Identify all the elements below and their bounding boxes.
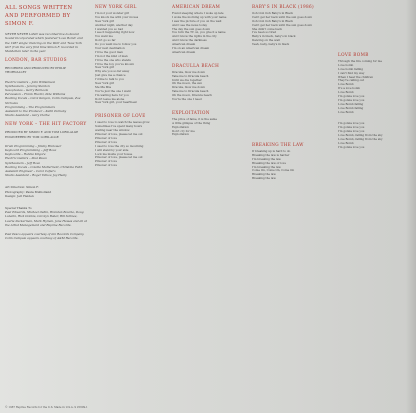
lyric-line: Can't get her back until the sun goes down xyxy=(252,22,313,27)
song-title: EXPLOITATION xyxy=(172,109,210,115)
thanks-title: Special Thanks To xyxy=(5,206,32,211)
lyric-line: Dracula, blow me down xyxy=(172,85,205,90)
song-block xyxy=(172,63,252,102)
song-block xyxy=(338,52,410,114)
song-title: BREAKING THE LAW xyxy=(252,142,304,148)
credits-intro: NEVER NEVER LAND was recorded live-to-Sound Sound Incorporated which featured 'Love Bomb' and the 1987 single 'Dancing on the Wall' and 'New York Girl' from the very first time Simon F. recorded in Manhattan later in the year. xyxy=(5,32,83,53)
lyric-line: Don't go so far xyxy=(95,38,116,43)
lyric-line: Sometimes I've spent many hours xyxy=(95,124,143,129)
lyric-line: It's a love bomb xyxy=(338,86,361,91)
lyric-line: New York girl xyxy=(95,81,115,86)
personnel-line: Drum Programming – Jimmy Bralower xyxy=(5,143,62,148)
lyric-line: Don't cry for me xyxy=(172,128,195,133)
lyric-line: Just give me a chance xyxy=(95,73,126,78)
lyric-line: Lock me inside your house xyxy=(95,151,133,156)
lyric-line: Love Bomb, falling from the sky xyxy=(338,133,383,138)
song-block xyxy=(338,122,410,149)
personnel-line: Assistant to the Producer – Keith Parnaby xyxy=(5,109,67,114)
lyrics-column-3 xyxy=(172,4,252,404)
song-block xyxy=(95,113,171,168)
thanks-text: Paul Edwards, Michael Oshin, Brendan Bourke, Doug Lubahn, Rick Dobbis, Carolyn Baker, Bill Schnee, Laurie Zuckerman, Mark Hyman, Jane Hawes and all at the Artist Management and Reprise Records. xyxy=(5,210,87,227)
lyric-line: I'm breaking the law xyxy=(252,156,281,161)
lyric-line: Don't leave me alone xyxy=(95,96,125,101)
london-line: RECORDED AND PRODUCED BY PHILIP THORNALLEY xyxy=(5,66,66,75)
lyrics-column-2 xyxy=(95,4,171,404)
credits-header: ALL SONGS WRITTEN AND PERFORMED BY SIMON F. xyxy=(5,5,73,28)
lyric-line: I will stand by your side xyxy=(95,147,129,152)
lyric-line: Prisoner of love, please let me out xyxy=(95,155,143,160)
lyric-line: Can't get her back until the sun goes down xyxy=(252,14,313,19)
lyric-line: Your next destination xyxy=(95,46,125,51)
song-block xyxy=(172,4,252,55)
lyric-line: Another night, another day xyxy=(95,22,133,27)
lyric-line: If breaking up is hard to do xyxy=(252,149,291,154)
lyric-line: Love bomb xyxy=(338,62,354,67)
song-lyrics xyxy=(172,71,252,102)
lyric-line: I used to love the city so mourning xyxy=(95,143,144,148)
personnel-line: Backing Vocals – Colette McDermott, Christine Faith xyxy=(5,164,83,169)
london-heading: LONDON, BAR STUDIOS xyxy=(5,58,67,64)
lyric-line: Breaking the law xyxy=(252,176,276,181)
lyric-line: Breaking the law xyxy=(252,172,276,177)
lyric-line: Love Bomb falling xyxy=(338,101,364,106)
song-title: PRISONER OF LOVE xyxy=(95,113,146,119)
lyric-line: Dracula, blow me down xyxy=(172,69,205,74)
lyric-line: Take me to Dracula beach xyxy=(172,73,209,78)
lyric-line: You want me xyxy=(95,34,113,39)
lyric-line: Prisoner of love xyxy=(95,139,117,144)
lyric-line: I'm gonna love you xyxy=(338,121,365,126)
lyric-line: Through the fire coming for me xyxy=(338,59,382,63)
lyric-line: Yeah, baby, baby's in black xyxy=(252,42,290,47)
lyric-line: The day the sun goes down xyxy=(172,26,211,31)
lyric-line: Ooh Ooh Ooh Baby's in Black xyxy=(252,18,293,23)
lyric-line: Prisoner of love xyxy=(95,135,117,140)
song-lyrics xyxy=(172,118,252,137)
song-title: AMERICAN DREAM xyxy=(172,4,221,9)
lyric-line: Me Ma Mia xyxy=(95,84,111,89)
lyric-line: Found sleeping where I woke up late xyxy=(172,11,224,15)
lyric-line: Prisoner of love, please let me out xyxy=(95,132,143,137)
song-lyrics xyxy=(338,122,410,149)
song-lyrics xyxy=(252,12,332,47)
lyric-line: I used to love to watch the leaves grow xyxy=(95,120,150,125)
lyric-line: When I hear the children xyxy=(338,74,373,79)
lyric-line: I'm gonna love you xyxy=(338,125,365,130)
lyric-line: Love Bomb xyxy=(338,90,354,95)
personnel-line: Synthesizers – Jeremy Stanton xyxy=(5,83,50,88)
lyric-line: I can't find my way xyxy=(338,70,365,75)
publishing-note: Paul Pesco appears courtesy of Ian Records Company. Colin Campsie appears courtesy of A&M Records. xyxy=(5,232,85,241)
lyric-line: And I know the darkness xyxy=(172,38,207,43)
song-lyrics xyxy=(338,60,410,114)
song-title: NEW YORK GIRL xyxy=(95,4,137,9)
copyright-line: © 1987 Reprise Records for the U.S. Made in U.S.A. 9 25609-1 xyxy=(5,406,88,409)
lyric-line: Baby's in black, baby's in black xyxy=(252,34,296,39)
london-personnel xyxy=(5,80,87,118)
personnel-line: Percussion – Frank Ricotti, Pete Williams xyxy=(5,92,66,97)
lyric-line: And I know the lights in the city xyxy=(172,34,217,39)
lyric-line: Exploitation xyxy=(172,124,189,129)
lyric-line: Love Bomb falling xyxy=(338,105,364,110)
song-lyrics xyxy=(252,150,332,181)
personnel-line: Synthesizers – Jeff Bova xyxy=(5,160,41,165)
lyric-line: A little glimpse of the thing xyxy=(172,120,211,125)
lyric-line: Oh the moon, Dracula beach xyxy=(172,93,212,98)
ny-line: PRODUCED BY SIMON F. AND TOM LORD-ALGE xyxy=(5,130,79,135)
personnel-line: Keyboard Programming – Jeff Bova xyxy=(5,148,57,153)
lyric-line: Come On, Come On, Come On xyxy=(252,168,295,173)
personnel-line: Electric Guitars – John Williamson xyxy=(5,79,56,84)
lyric-line: I wanted you so bad xyxy=(95,26,124,31)
personnel-line: Assistant Engineer – Carol Cafiero xyxy=(5,169,56,174)
lyric-line: I'd like to talk to you xyxy=(95,77,124,82)
lyric-line: You're just the one I want xyxy=(95,88,131,93)
lyric-line: I saw the picture of you on the wall xyxy=(172,18,222,23)
art-credits xyxy=(5,185,87,198)
lyric-line: She didn't come back xyxy=(252,26,282,31)
song-title: BABY'S IN BLACK (1986) xyxy=(252,4,315,9)
lyric-line: I'm gonna love you xyxy=(338,94,365,99)
lyric-line: I'm gonna love you xyxy=(338,97,365,102)
song-block xyxy=(252,4,332,47)
lyric-line: Love bomb falling xyxy=(338,66,364,71)
lyric-line: American dream xyxy=(172,42,196,47)
lyric-line: I see it happening right now xyxy=(95,30,135,35)
art-line: Photography: Paula Mulholland xyxy=(5,189,52,194)
lyric-line: Until we die together xyxy=(172,77,202,82)
song-title: LOVE BOMB xyxy=(338,52,369,57)
lyric-line: I'm gonna love you xyxy=(338,144,365,149)
lyric-line: Love Bomb xyxy=(338,140,354,145)
lyric-line: Exploitation xyxy=(172,132,189,137)
lyric-line: I'm on an American dream xyxy=(172,46,210,51)
lyric-line: Dancing on the wall xyxy=(252,38,280,43)
lyric-line: Oh the moon, the sun xyxy=(172,81,203,86)
lyric-line: waiting near the window xyxy=(95,128,130,133)
personnel-line: Saxophones – Gerry Barnacle xyxy=(5,88,49,93)
personnel-line: Studio Assistant – Roger Talkov, Jay Healy xyxy=(5,173,67,178)
song-block xyxy=(252,142,332,181)
lyric-line: New York girl, your heartbeat xyxy=(95,100,137,105)
special-thanks xyxy=(5,206,87,227)
ny-line-2: ENGINEERED BY TOM LORD-ALGE xyxy=(5,134,59,139)
lyric-line: New York girl xyxy=(95,65,115,70)
credits-column xyxy=(5,4,87,241)
lyric-line: Take me to Dracula beach xyxy=(172,89,209,94)
lyric-line: I'm breaking the law xyxy=(252,164,281,169)
lyric-line: And I see the news today xyxy=(172,22,208,27)
lyric-line: Why are you so far away xyxy=(95,69,130,74)
art-line: Art Direction: Simon F. xyxy=(5,185,39,190)
art-line: Design: Jeri Heiden xyxy=(5,193,34,198)
lyric-line: Prisoner of love xyxy=(95,159,117,164)
lyric-line: Breaking the law of love xyxy=(252,160,286,165)
lyric-line: You're the one I need xyxy=(172,97,202,102)
lyric-line: I woke the morning up with your name xyxy=(172,14,227,19)
lyric-line: Love Bomb xyxy=(338,82,354,87)
lyric-line: The price of fame, it is the same xyxy=(172,116,217,121)
lyric-line: I'm waiting here for you xyxy=(95,92,129,97)
song-title: DRACULLA BEACH xyxy=(172,62,220,68)
lyric-line: I'll be the good man xyxy=(95,49,123,54)
lyric-line: Love Bomb, falling from the sky xyxy=(338,137,383,142)
song-block xyxy=(172,110,252,137)
lyric-line: Ooh Ooh Ooh Baby's in Black xyxy=(252,11,293,15)
lyric-line: American dream xyxy=(172,49,196,54)
lyric-line: New York girl xyxy=(95,18,115,23)
lyric-line: I'm not your wonder girl xyxy=(95,11,130,15)
lyric-line: Breaking the law is harder xyxy=(252,152,290,157)
lyric-line: Love Bomb xyxy=(338,109,354,114)
song-lyrics xyxy=(172,12,252,55)
ny-heading: NEW YORK – THE HIT FACTORY xyxy=(5,122,87,128)
lyric-line: Do you want me to follow you xyxy=(95,42,137,47)
lyrics-column-5 xyxy=(338,4,410,404)
ny-personnel xyxy=(5,144,87,178)
personnel-line: Backing Vocals – Carol Kenyon, Colin Campsie, Zoe Nicholas xyxy=(5,96,81,105)
lyric-line: I've been so tired xyxy=(252,30,277,35)
lyric-line: You turn the TV on, you give it a name xyxy=(172,30,226,35)
lyric-line: You knock me with your moves xyxy=(95,14,139,19)
song-lyrics xyxy=(95,12,171,105)
personnel-line: Keyboards – Robbie Kilgore xyxy=(5,152,46,157)
personnel-line: Programming – The Programmers xyxy=(5,104,55,109)
lyric-line: They're calling out xyxy=(338,78,365,83)
lyric-line: I'll be the boy you've known xyxy=(95,61,134,66)
lyric-line: I'm gonna love you xyxy=(338,129,365,134)
lyric-line: I'll be the one who stands xyxy=(95,57,131,62)
personnel-line: Studio Assistant – Gary Clarke xyxy=(5,113,50,118)
song-lyrics xyxy=(95,121,171,168)
lyric-line: Prisoner of love xyxy=(95,163,117,168)
personnel-line: Electric Guitars – Paul Pesco xyxy=(5,156,48,161)
song-block xyxy=(95,4,171,105)
lyrics-column-4 xyxy=(252,4,332,404)
lyric-line: I'm not the kind of man xyxy=(95,53,128,58)
